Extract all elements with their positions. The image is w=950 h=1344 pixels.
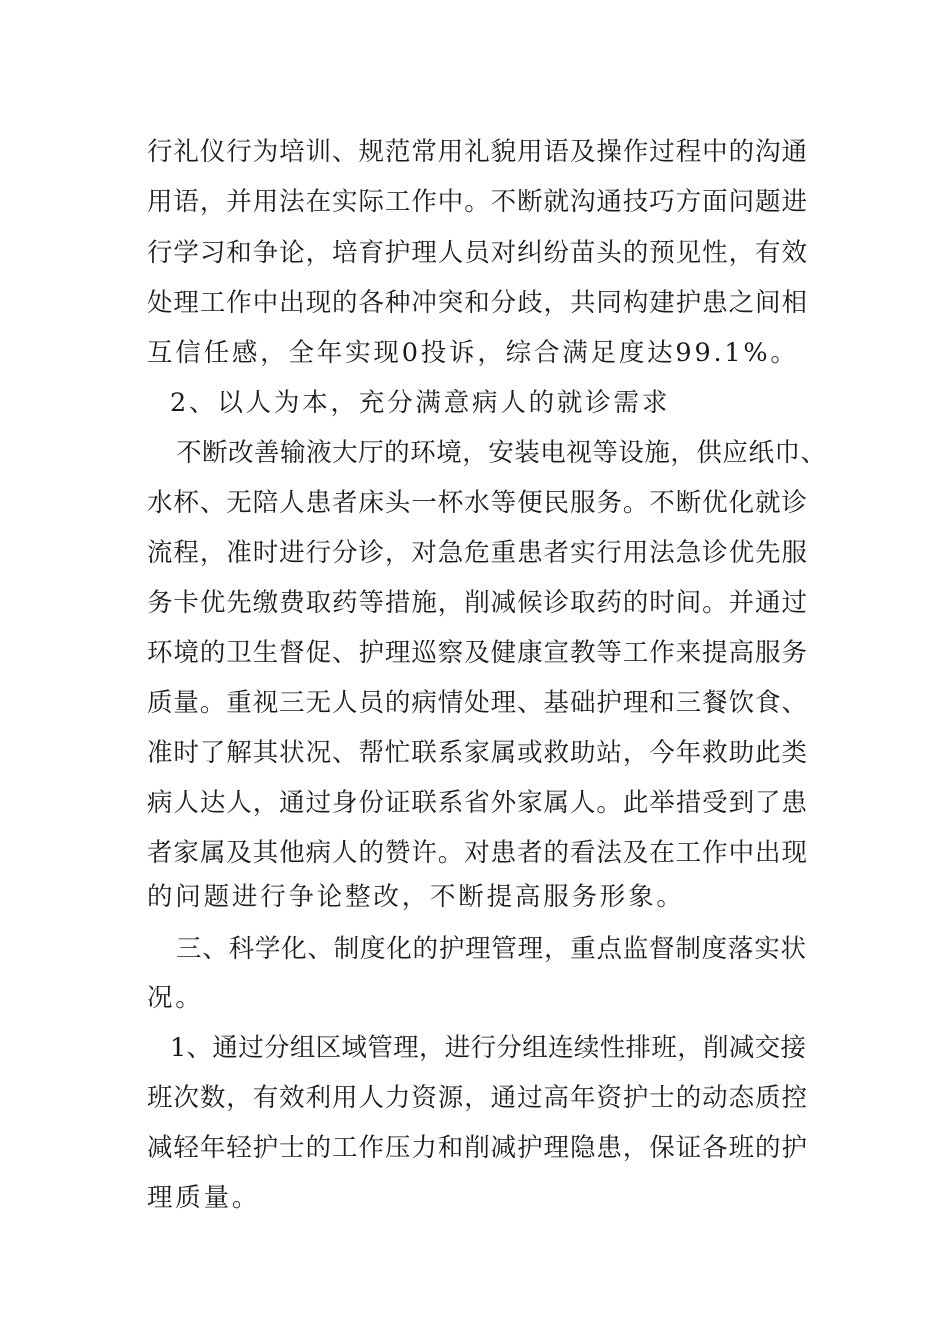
section-heading: 三、科学化、制度化的护理管理，重点监督制度落实状 — [176, 934, 806, 964]
text-line: 质量。重视三无人员的病情处理、基础护理和三餐饮食、 — [147, 688, 807, 718]
text-line: 理质量。 — [147, 1183, 261, 1213]
text-line: 互信任感，全年实现0投诉，综合满足度达99.1%。 — [147, 338, 799, 368]
section-heading: 况。 — [147, 983, 204, 1013]
text-line: 准时了解其状况、帮忙联系家属或救助站，今年救助此类 — [147, 738, 807, 768]
text-line: 行礼仪行为培训、规范常用礼貌用语及操作过程中的沟通 — [147, 137, 807, 167]
section-heading: 1、通过分组区域管理，进行分组连续性排班，削减交接 — [170, 1033, 806, 1063]
text-line: 流程，准时进行分诊，对急危重患者实行用法急诊优先服 — [147, 538, 807, 568]
text-line: 不断改善输液大厅的环境，安装电视等设施，供应纸巾、 — [176, 438, 826, 468]
text-line: 者家属及其他病人的赞许。对患者的看法及在工作中出现 — [147, 838, 807, 868]
section-heading: 2、以人为本，充分满意病人的就诊需求 — [170, 388, 671, 418]
text-line: 减轻年轻护士的工作压力和削减护理隐患，保证各班的护 — [147, 1133, 807, 1163]
text-line: 务卡优先缴费取药等措施，削减候诊取药的时间。并通过 — [147, 588, 807, 618]
text-line: 环境的卫生督促、护理巡察及健康宣教等工作来提高服务 — [147, 638, 807, 668]
text-line: 的问题进行争论整改，不断提高服务形象。 — [147, 882, 685, 912]
text-line: 处理工作中出现的各种冲突和分歧，共同构建护患之间相 — [147, 288, 807, 318]
text-line: 班次数，有效利用人力资源，通过高年资护士的动态质控 — [147, 1083, 807, 1113]
text-line: 病人达人，通过身份证联系省外家属人。此举措受到了患 — [147, 788, 807, 818]
text-line: 水杯、无陪人患者床头一杯水等便民服务。不断优化就诊 — [147, 488, 807, 518]
text-line: 用语，并用法在实际工作中。不断就沟通技巧方面问题进 — [147, 187, 807, 217]
text-line: 行学习和争论，培育护理人员对纠纷苗头的预见性，有效 — [147, 238, 807, 268]
